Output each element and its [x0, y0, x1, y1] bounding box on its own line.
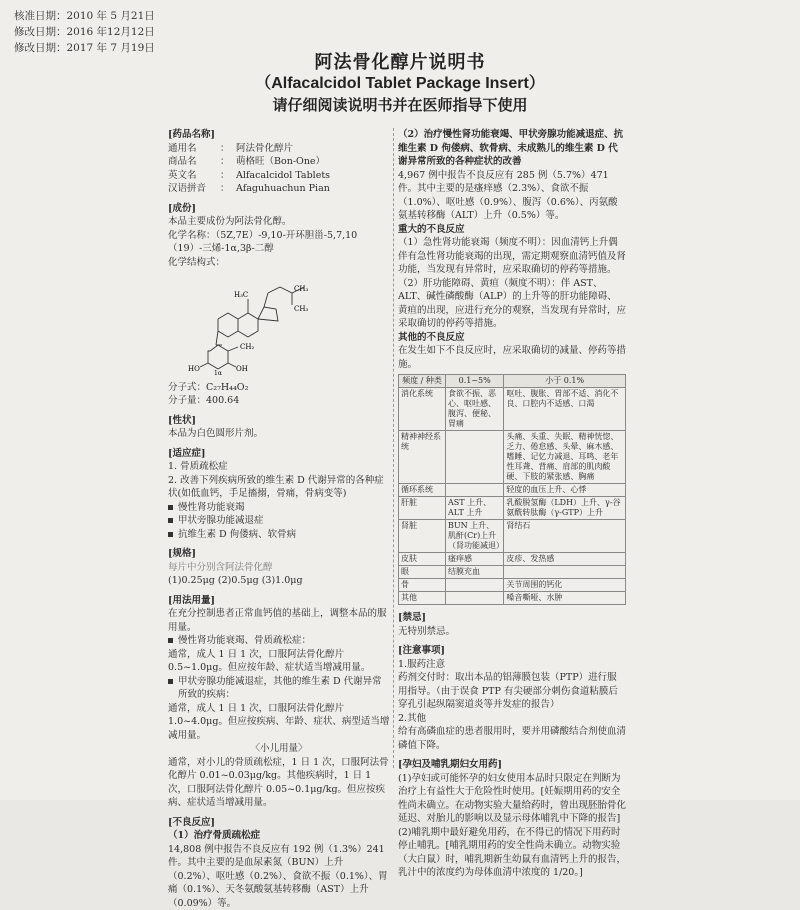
structure-ch2-label: CH₂	[240, 343, 254, 351]
table-cell: 循环系统	[399, 484, 446, 497]
section-header-specification: [规格]	[168, 547, 390, 561]
table-cell: BUN 上升、肌酐(Cr)上升（肾功能减退）	[446, 520, 504, 553]
molecular-formula: 分子式：C₂₇H₄₄O₂	[168, 381, 390, 395]
other-adverse-text: 在发生如下不良反应时，应采取确切的减量、停药等措施。	[398, 344, 626, 371]
indication-item: 2. 改善下列疾病所致的维生素 D 代谢异常的各种症状(如低血钙，手足搐搦，骨痛，骨病变等)	[168, 474, 390, 501]
table-cell: 肾结石	[504, 520, 626, 553]
serious-adverse-header: 重大的不良反应	[398, 223, 626, 237]
table-row	[399, 553, 626, 566]
date-line: 修改日期：2017 年 7 月19日	[14, 40, 155, 56]
table-row	[399, 579, 626, 592]
table-row	[399, 592, 626, 605]
precaution-text: 给有高磷血症的患者服用时，要并用磷酸结合剂使血清磷值下降。	[398, 725, 626, 752]
section-header-precautions: [注意事项]	[398, 644, 626, 658]
serious-adverse-1: （1）急性肾功能衰竭（频度不明）：因血清钙上升偶伴有急性肾功能衰竭的出现，需定期观察血清钙值及肾功能，当发现有异常时，应采取确切的停药等措施。	[398, 236, 626, 277]
properties-text: 本品为白色圆形片剂。	[168, 427, 390, 441]
table-cell: 关节周围的钙化	[504, 579, 626, 592]
dosage-bullet: 慢性肾功能衰竭、骨质疏松症：	[168, 634, 390, 648]
name-value: 阿法骨化醇片	[236, 142, 293, 156]
name-value: 萌格旺（Bon-One）	[236, 155, 325, 169]
table-cell: 瘙痒感	[446, 553, 504, 566]
table-cell: 头痛、头重、失眠、精神恍惚、乏力、倦怠感、头晕、麻木感、嗜睡、记忆力减退、耳鸣、老年性耳聋、背痛、肩部的肌肉酸硬、下肢的紧张感、胸痛	[504, 431, 626, 484]
table-cell: 乳酸脱氢酶（LDH）上升、γ-谷氨酰转肽酶（γ-GTP）上升	[504, 497, 626, 520]
chemical-structure-diagram	[188, 271, 318, 376]
table-cell: 呕吐、腹胀、胃部不适、消化不良、口腔内不适感、口渴	[504, 388, 626, 431]
pediatric-dosage-header: 〈小儿用量〉	[168, 742, 390, 756]
title-english: （Alfacalcidol Tablet Package Insert）	[0, 70, 800, 93]
pregnancy-text: (2)哺乳期中最好避免用药，在不得已的情况下用药时停止哺乳。[哺乳期用药的安全性尚未确立。动物实验（大白鼠）时，哺乳期新生幼鼠有血清钙上升的报告，乳汁中的浓度约为母体血清中浓度的 1/20。]	[398, 826, 626, 880]
title-chinese: 阿法骨化醇片说明书	[0, 48, 800, 74]
table-header-row	[399, 375, 626, 388]
table-cell: 轻度的血压上升、心悸	[504, 484, 626, 497]
structure-ho-label: HO	[188, 365, 200, 373]
table-cell: 其他	[399, 592, 446, 605]
table-cell: 肝脏	[399, 497, 446, 520]
right-column	[398, 128, 626, 880]
table-row	[399, 388, 626, 431]
table-row	[399, 520, 626, 553]
column-divider	[393, 128, 394, 768]
indication-item: 1. 骨质疏松症	[168, 460, 390, 474]
table-row	[399, 497, 626, 520]
name-key: 商品名	[168, 155, 220, 169]
name-row: 商品名 ： 萌格旺（Bon-One）	[168, 155, 390, 169]
indication-bullet: 甲状旁腺功能减退症	[168, 514, 390, 528]
name-row: 英文名 ： Alfacalcidol Tablets	[168, 169, 390, 183]
pregnancy-text: (1)孕妇或可能怀孕的妇女使用本品时只限定在判断为治疗上有益性大于危险性时使用。[妊娠期用药的安全性尚未确立。在动物实验大量给药时，曾出现胚胎骨化延迟、对胎儿的影响以及显示母体哺乳中下降的报告]	[398, 772, 626, 826]
structure-1a-label: 1α	[214, 370, 222, 377]
left-column	[168, 128, 390, 910]
table-header-cell: 频度 / 种类	[399, 375, 446, 388]
section-header-adverse: [不良反应]	[168, 816, 390, 830]
adverse-subheader: （1）治疗骨质疏松症	[168, 829, 390, 843]
name-row: 通用名 ： 阿法骨化醇片	[168, 142, 390, 156]
table-cell	[446, 484, 504, 497]
table-header-cell: 小于 0.1%	[504, 375, 626, 388]
chemical-name: 化学名称：（5Z,7E）-9,10-开环胆甾-5,7,10（19）-三烯-1α,3β-二醇	[168, 229, 390, 256]
dosage-text: 通常，成人 1 日 1 次，口服阿法骨化醇片 1.0~4.0μg。但应按疾病、年龄、症状、病型适当增减用量。	[168, 702, 390, 743]
adverse-subheader-2: （2）治疗慢性肾功能衰竭、甲状旁腺功能减退症、抗维生素 D 佝偻病、软骨病、未成熟儿的维生素 D 代谢异常所致的各种症状的改善	[398, 128, 626, 169]
composition-text: 本品主要成份为阿法骨化醇。	[168, 215, 390, 229]
table-row	[399, 566, 626, 579]
table-cell: 皮肤	[399, 553, 446, 566]
table-cell: 皮疹、发热感	[504, 553, 626, 566]
date-line: 修改日期：2016 年12月12日	[14, 24, 155, 40]
table-header-cell: 0.1~5%	[446, 375, 504, 388]
date-line: 核准日期：2010 年 5 月21日	[14, 8, 155, 24]
table-cell	[446, 431, 504, 484]
dosage-bullet: 甲状旁腺功能减退症，其他的维生素 D 代谢异常所致的疾病：	[168, 675, 390, 702]
structure-ch3-label: CH₃	[294, 285, 308, 293]
table-row	[399, 484, 626, 497]
specification-values: (1)0.25μg (2)0.5μg (3)1.0μg	[168, 574, 390, 588]
adverse-text-2: 4,967 例中报告不良反应有 285 例（5.7%）471 件。其中主要的是瘙痒感（2.3%）、食欲不振（1.0%）、呕吐感（0.9%）、腹泻（0.6%）、丙氨酸氨基转移酶（ALT）上升（0.5%）等。	[398, 169, 626, 223]
name-key: 汉语拼音	[168, 182, 220, 196]
section-header-dosage: [用法用量]	[168, 594, 390, 608]
indication-bullet: 慢性肾功能衰竭	[168, 501, 390, 515]
adverse-text: 14,808 例中报告不良反应有 192 例（1.3%）241 件。其中主要的是血尿素氮（BUN）上升（0.2%）、呕吐感（0.2%）、食欲不振（0.1%）、胃痛（0.1%）、天冬氨酸氨基转移酶（AST）上升（0.09%）等。	[168, 843, 390, 910]
table-row	[399, 431, 626, 484]
precaution-text: 药剂交付时：取出本品的铝薄膜包装（PTP）进行服用指导。（由于误食 PTP 有尖硬部分刺伤食道粘膜后穿孔引起纵隔窦道炎等并发症的报告）	[398, 671, 626, 712]
table-cell: AST 上升、ALT 上升	[446, 497, 504, 520]
section-header-composition: [成份]	[168, 202, 390, 216]
table-cell: 结膜充血	[446, 566, 504, 579]
table-cell: 骨	[399, 579, 446, 592]
table-cell	[446, 592, 504, 605]
table-cell: 眼	[399, 566, 446, 579]
molecular-weight: 分子量：400.64	[168, 394, 390, 408]
dosage-text: 通常，对小儿的骨质疏松症，1 日 1 次，口服阿法骨化醇片 0.01~0.03μg/kg。其他疾病时，1 日 1 次，口服阿法骨化醇片 0.05~0.1μg/kg。但应按疾病、症状适当增减用量。	[168, 756, 390, 810]
dosage-text: 在充分控制患者正常血钙值的基础上，调整本品的服用量。	[168, 607, 390, 634]
precaution-item: 1.服药注意	[398, 658, 626, 672]
table-cell: 食欲不振、恶心、呕吐感、腹泻、便秘、胃痛	[446, 388, 504, 431]
table-cell	[504, 566, 626, 579]
name-key: 通用名	[168, 142, 220, 156]
section-header-contraindications: [禁忌]	[398, 611, 626, 625]
table-cell: 肾脏	[399, 520, 446, 553]
precaution-item: 2.其他	[398, 712, 626, 726]
name-value: Alfacalcidol Tablets	[236, 169, 330, 183]
section-header-properties: [性状]	[168, 414, 390, 428]
section-header-name: [药品名称]	[168, 128, 390, 142]
dosage-text: 通常，成人 1 日 1 次，口服阿法骨化醇片 0.5~1.0μg。但应按年龄、症状适当增减用量。	[168, 648, 390, 675]
structure-ch3-label: CH₃	[294, 305, 308, 313]
section-header-pregnancy: [孕妇及哺乳期妇女用药]	[398, 758, 626, 772]
adverse-reaction-table	[398, 374, 626, 605]
contraindications-text: 无特别禁忌。	[398, 625, 626, 639]
table-cell: 嗓音嘶哑、水肿	[504, 592, 626, 605]
section-header-indications: [适应症]	[168, 447, 390, 461]
serious-adverse-2: （2）肝功能障碍、黄疸（频度不明）：伴 AST、ALT、碱性磷酸酶（ALP）的上升等的肝功能障碍、黄疸的出现，应进行充分的观察，当发现有异常时，应采取确切的停药等措施。	[398, 277, 626, 331]
table-cell	[446, 579, 504, 592]
structure-h3c-label: H₃C	[234, 291, 248, 299]
structure-label: 化学结构式：	[168, 256, 390, 270]
specification-text: 每片中分别含阿法骨化醇	[168, 561, 390, 575]
indication-bullet: 抗维生素 D 佝偻病、软骨病	[168, 528, 390, 542]
other-adverse-header: 其他的不良反应	[398, 331, 626, 345]
name-value: Afaguhuachun Pian	[236, 182, 330, 196]
name-key: 英文名	[168, 169, 220, 183]
table-cell: 消化系统	[399, 388, 446, 431]
usage-warning: 请仔细阅读说明书并在医师指导下使用	[0, 94, 800, 115]
table-cell: 精神神经系统	[399, 431, 446, 484]
name-row: 汉语拼音 ： Afaguhuachun Pian	[168, 182, 390, 196]
structure-oh-label: OH	[236, 365, 248, 373]
